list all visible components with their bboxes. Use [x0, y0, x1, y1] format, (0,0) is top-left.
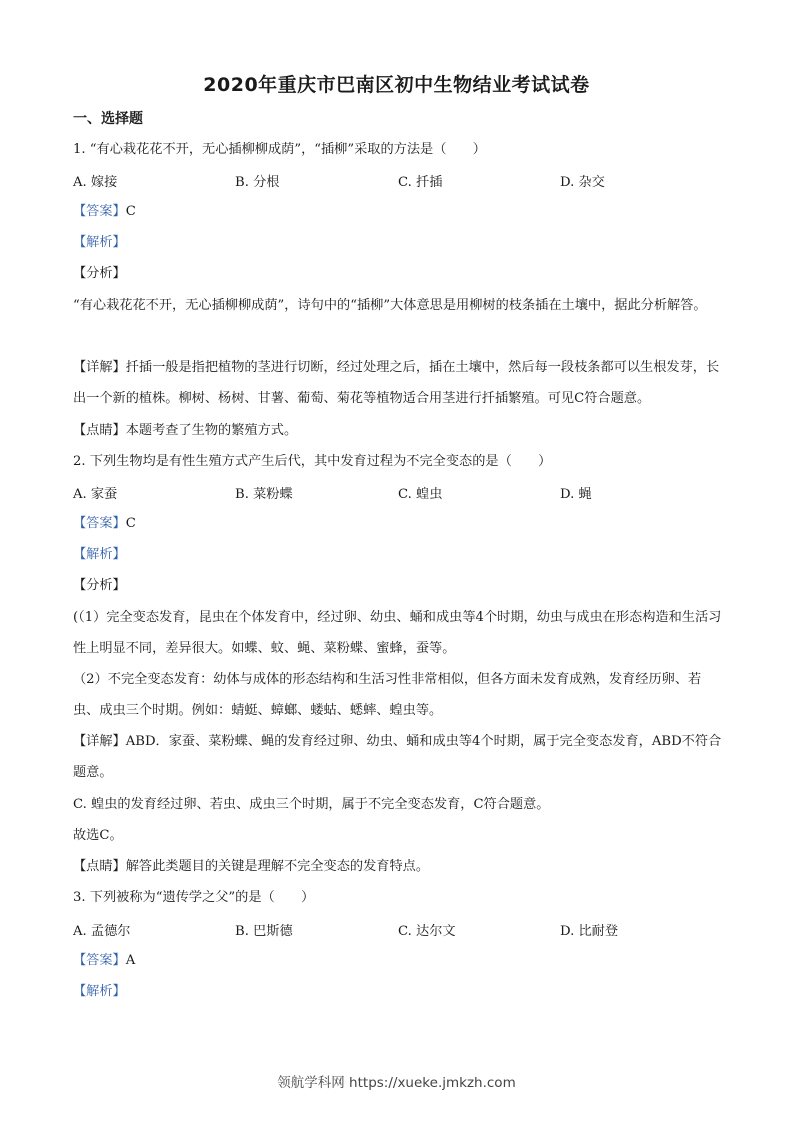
q2-stem: 2. 下列生物均是有性生殖方式产生后代，其中发育过程为不完全变态的是（ ）: [73, 454, 552, 469]
q3-option-c: C. 达尔文: [398, 924, 456, 939]
q2-answer-label: 【答案】: [73, 516, 126, 531]
q3-options: [73, 920, 723, 940]
q3-answer: [73, 951, 723, 971]
q2-option-c: C. 蝗虫: [398, 487, 443, 502]
q2-c-explanation: C. 蝗虫的发育经过卵、若虫、成虫三个时期，属于不完全变态发育，C符合题意。: [73, 797, 550, 812]
q2-detail: 【详解】ABD．家蚕、菜粉蝶、蝇的发育经过卵、幼虫、蛹和成虫等4个时期，属于完全变态发育，ABD不符合题意。: [73, 734, 722, 780]
q2-answer: [73, 514, 723, 534]
q3-jiexi-label: 【解析】: [73, 984, 126, 999]
q2-analysis-p1: (（1）完全变态发育，昆虫在个体发育中，经过卵、幼虫、蛹和成虫等4个时期，幼虫与成虫在形态构造和生活习性上明显不同，差异很大。如蝶、蚊、蝇、菜粉蝶、蜜蜂，蚕等。: [73, 610, 722, 656]
q3-option-a: A. 孟德尔: [73, 924, 131, 939]
footer-watermark: 领航学科网 https://xueke.jmkzh.com: [277, 1075, 516, 1091]
q2-fenxi-label: 【分析】: [73, 578, 126, 593]
q3-stem: 3. 下列被称为“遗传学之父”的是（ ）: [73, 890, 315, 905]
q3-answer-value: A: [125, 953, 136, 968]
q1-stem: 1. “有心栽花花不开，无心插柳柳成荫”，“插柳”采取的方法是（ ）: [73, 142, 486, 157]
q1-answer-value: C: [125, 204, 136, 219]
q2-analysis-p2: （2）不完全变态发育：幼体与成体的形态结构和生活习性非常相似，但各方面未发育成熟，发育经历卵、若虫、成虫三个时期。例如：蜻蜓、蟑螂、蝼蛄、蟋蟀、蝗虫等。: [73, 672, 702, 718]
q1-comment: 【点睛】本题考查了生物的繁殖方式。: [73, 423, 298, 438]
q3-option-b: B. 巴斯德: [235, 924, 293, 939]
q2-choose: 故选C。: [73, 828, 123, 843]
q1-option-d: D. 杂交: [560, 175, 605, 190]
q1-analysis: “有心栽花花不开，无心插柳柳成荫”，诗句中的“插柳”大体意思是用柳树的枝条插在土壤中，据此分析解答。: [73, 298, 707, 313]
q3-option-d: D. 比耐登: [560, 924, 619, 939]
q1-option-b: B. 分根: [235, 175, 280, 190]
q2-option-b: B. 菜粉蝶: [235, 487, 293, 502]
q1-options: [73, 171, 723, 191]
q1-option-c: C. 扦插: [398, 175, 443, 190]
q2-comment: 【点睛】解答此类题目的关键是理解不完全变态的发育特点。: [73, 859, 430, 874]
q3-answer-label: 【答案】: [73, 953, 126, 968]
q1-jiexi-label: 【解析】: [73, 235, 126, 250]
q1-answer: [73, 202, 723, 222]
q2-answer-value: C: [125, 516, 136, 531]
q2-options: [73, 483, 723, 503]
q2-option-d: D. 蝇: [560, 487, 592, 502]
q2-jiexi-label: 【解析】: [73, 547, 126, 562]
q1-option-a: A. 嫁接: [73, 175, 118, 190]
q1-detail: 【详解】扦插一般是指把植物的茎进行切断，经过处理之后，插在土壤中，然后每一段枝条都可以生根发芽，长出一个新的植株。柳树、杨树、甘薯、葡萄、菊花等植物适合用茎进行扦插繁殖。可见C符合题意。: [73, 360, 720, 406]
page-title: 2020年重庆市巴南区初中生物结业考试试卷: [203, 74, 590, 96]
q1-answer-label: 【答案】: [73, 204, 126, 219]
section-heading: 一、选择题: [73, 111, 143, 127]
q2-option-a: A. 家蚕: [73, 487, 118, 502]
q1-fenxi-label: 【分析】: [73, 266, 126, 281]
